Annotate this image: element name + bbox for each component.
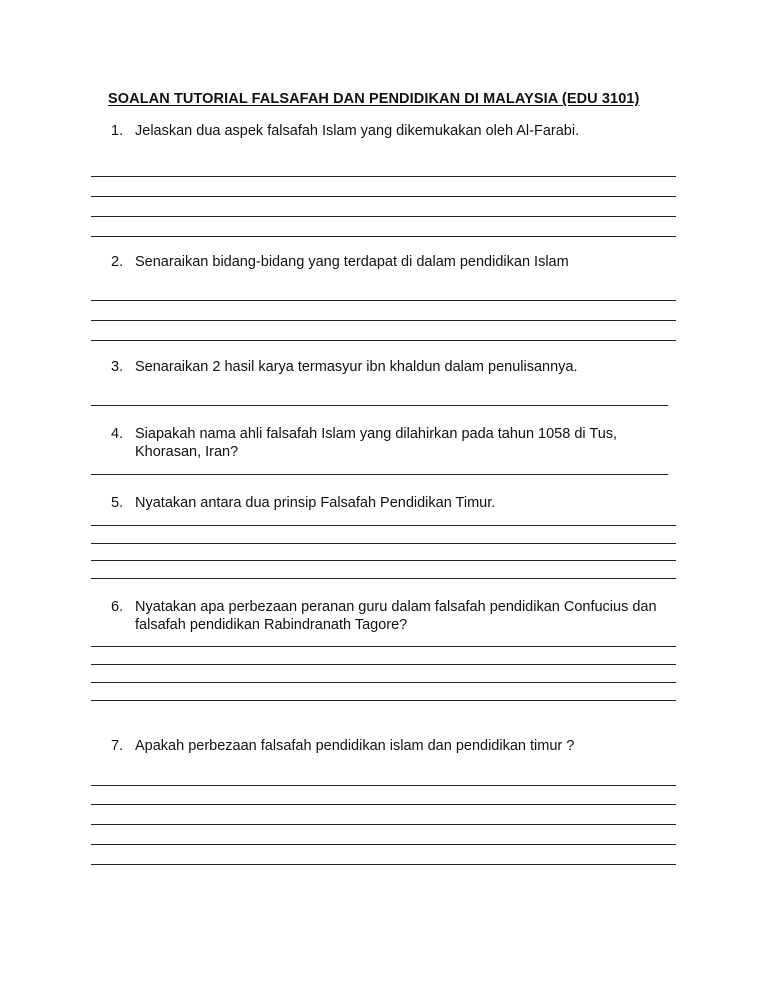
question-text-continued: falsafah pendidikan Rabindranath Tagore? — [135, 617, 408, 633]
answer-line[interactable] — [91, 664, 676, 665]
question-number: 6. — [111, 599, 124, 615]
answer-line[interactable] — [91, 682, 676, 683]
question-text: Senaraikan bidang-bidang yang terdapat di dalam pendidikan Islam — [135, 254, 569, 270]
answer-line[interactable] — [91, 864, 676, 865]
answer-line[interactable] — [91, 196, 676, 197]
question-text: Apakah perbezaan falsafah pendidikan islam dan pendidikan timur ? — [135, 738, 575, 754]
answer-line[interactable] — [91, 405, 668, 406]
answer-line[interactable] — [91, 525, 676, 526]
question-4 — [111, 425, 617, 461]
question-number: 3. — [111, 359, 124, 375]
answer-line[interactable] — [91, 844, 676, 845]
answer-line[interactable] — [91, 216, 676, 217]
question-2 — [111, 253, 569, 271]
question-text: Nyatakan antara dua prinsip Falsafah Pendidikan Timur. — [135, 495, 496, 511]
answer-line[interactable] — [91, 700, 676, 701]
answer-line[interactable] — [91, 824, 676, 825]
question-7 — [111, 737, 574, 755]
answer-line[interactable] — [91, 560, 676, 561]
question-text: Senaraikan 2 hasil karya termasyur ibn khaldun dalam penulisannya. — [135, 359, 578, 375]
answer-line[interactable] — [91, 320, 676, 321]
question-number: 7. — [111, 738, 124, 754]
answer-line[interactable] — [91, 543, 676, 544]
question-3 — [111, 358, 578, 376]
question-text-continued: Khorasan, Iran? — [135, 444, 239, 460]
answer-line[interactable] — [91, 474, 668, 475]
question-text: Siapakah nama ahli falsafah Islam yang dilahirkan pada tahun 1058 di Tus, — [135, 426, 618, 442]
answer-line[interactable] — [91, 646, 676, 647]
answer-line[interactable] — [91, 236, 676, 237]
question-5 — [111, 494, 495, 512]
question-number: 5. — [111, 495, 124, 511]
question-number: 1. — [111, 123, 124, 139]
answer-line[interactable] — [91, 578, 676, 579]
question-6 — [111, 598, 657, 634]
answer-line[interactable] — [91, 176, 676, 177]
question-number: 2. — [111, 254, 124, 270]
question-text: Nyatakan apa perbezaan peranan guru dalam falsafah pendidikan Confucius dan — [135, 599, 657, 615]
answer-line[interactable] — [91, 340, 676, 341]
answer-line[interactable] — [91, 785, 676, 786]
worksheet-title: SOALAN TUTORIAL FALSAFAH DAN PENDIDIKAN DI MALAYSIA (EDU 3101) — [108, 91, 640, 107]
question-number: 4. — [111, 426, 124, 442]
answer-line[interactable] — [91, 300, 676, 301]
answer-line[interactable] — [91, 804, 676, 805]
question-1 — [111, 122, 579, 140]
question-text: Jelaskan dua aspek falsafah Islam yang dikemukakan oleh Al-Farabi. — [135, 123, 580, 139]
